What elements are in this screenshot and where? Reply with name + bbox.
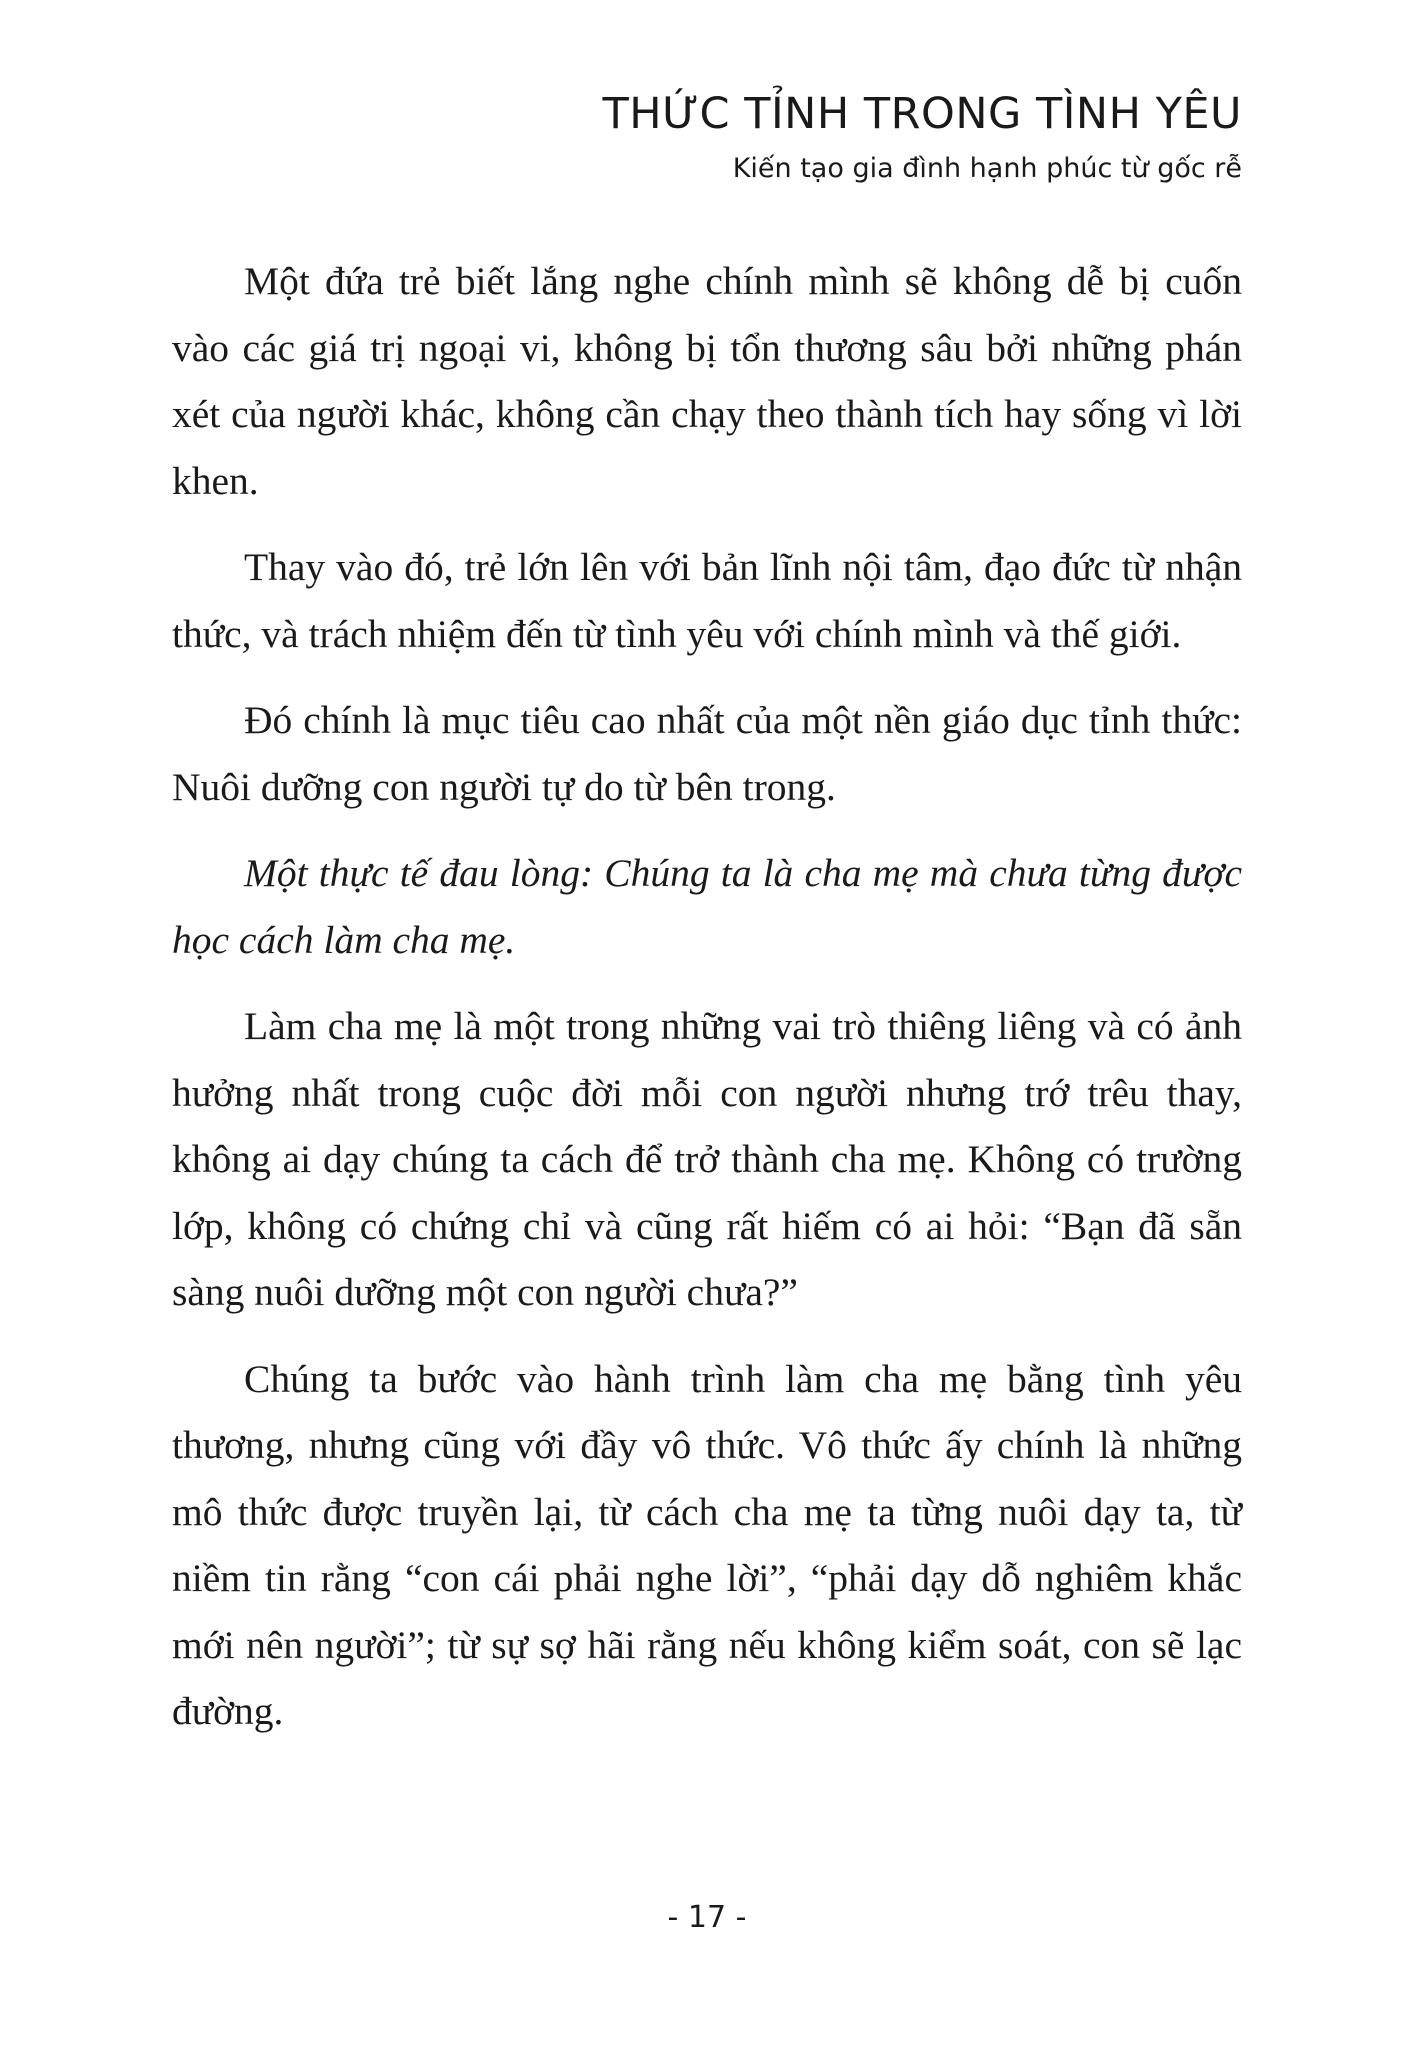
- book-subtitle: Kiến tạo gia đình hạnh phúc từ gốc rễ: [732, 153, 1242, 184]
- body-text: [172, 248, 1242, 1765]
- running-header: [603, 88, 1242, 186]
- paragraph: Đó chính là mục tiêu cao nhất của một nền giáo dục tỉnh thức: Nuôi dưỡng con người tự do từ bên trong.: [172, 698, 1242, 809]
- section-heading-italic: Một thực tế đau lòng: Chúng ta là cha mẹ mà chưa từng được học cách làm cha mẹ.: [172, 851, 1242, 962]
- book-title: THỨC TỈNH TRONG TÌNH YÊU: [602, 89, 1242, 139]
- paragraph: Một đứa trẻ biết lắng nghe chính mình sẽ không dễ bị cuốn vào các giá trị ngoại vi, không bị tổn thương sâu bởi những phán xét của người khác, không cần chạy theo thành tích hay sống vì lời khen.: [172, 259, 1242, 503]
- paragraph: Làm cha mẹ là một trong những vai trò thiêng liêng và có ảnh hưởng nhất trong cuộc đời mỗi con người nhưng trớ trêu thay, không ai dạy chúng ta cách để trở thành cha mẹ. Không có trường lớp, không có chứng chỉ và cũng rất hiếm có ai hỏi: “Bạn đã sẵn sàng nuôi dưỡng một con người chưa?”: [172, 1004, 1242, 1314]
- paragraph: Chúng ta bước vào hành trình làm cha mẹ bằng tình yêu thương, nhưng cũng với đầy vô thức. Vô thức ấy chính là những mô thức được truyền lại, từ cách cha mẹ ta từng nuôi dạy ta, từ niềm tin rằng “con cái phải nghe lời”, “phải dạy dỗ nghiêm khắc mới nên người”; từ sự sợ hãi rằng nếu không kiểm soát, con sẽ lạc đường.: [172, 1356, 1242, 1733]
- page-number: - 17 -: [667, 1900, 747, 1935]
- paragraph: Thay vào đó, trẻ lớn lên với bản lĩnh nội tâm, đạo đức từ nhận thức, và trách nhiệm đến từ tình yêu với chính mình và thế giới.: [172, 545, 1242, 656]
